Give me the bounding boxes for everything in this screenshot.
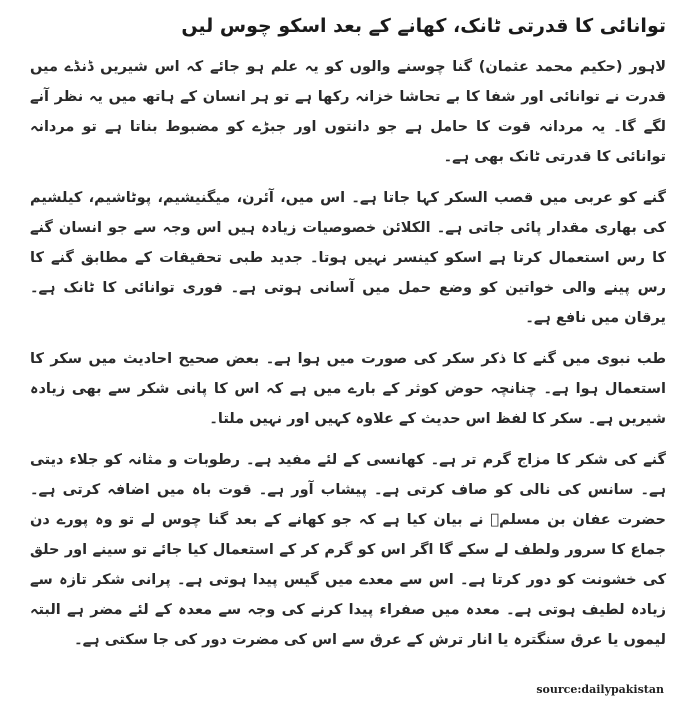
article-title: توانائی کا قدرتی ٹانک، کھانے کے بعد اسکو چوس لیں xyxy=(181,15,666,37)
article-paragraph-1: لاہور (حکیم محمد عثمان) گنا چوسنے والوں کو یہ علم ہو جائے کہ اس شیریں ڈنڈے میں قدرت نے توانائی اور شفا کا بے تحاشا خزانہ رکھا ہے تو ہر انسان کے ہاتھ میں یہ نظر آنے لگے گا۔ یہ مردانہ قوت کا حامل ہے جو دانتوں اور جبڑے کو مضبوط بناتا ہے تو مردانہ توانائی کا قدرتی ٹانک بھی ہے۔ xyxy=(30,59,666,165)
source-credit: source:dailypakistan xyxy=(536,683,664,696)
article-paragraph-2: گنے کو عربی میں قصب السکر کہا جاتا ہے۔ اس میں، آئرن، میگنیشیم، پوٹاشیم، کیلشیم کی بھاری مقدار پائی جاتی ہے۔ الکلائن خصوصیات زیادہ ہیں اس وجہ سے جو انسان گنے کا رس استعمال کرتا ہے اسکو کینسر نہیں ہوتا۔ جدید طبی تحقیقات کے مطابق گنے کا رس پینے والی خواتین کو وضع حمل میں آسانی ہوتی ہے۔ فوری توانائی کا ٹانک ہے۔ یرقان میں نافع ہے۔ xyxy=(30,190,666,326)
article-paragraph-3: طب نبوی میں گنے کا ذکر سکر کی صورت میں ہوا ہے۔ بعض صحیح احادیث میں سکر کا استعمال ہوا ہے۔ چنانچہ حوض کوثر کے بارے میں ہے کہ اس کا پانی شکر سے بھی زیادہ شیریں ہے۔ سکر کا لفظ اس حدیث کے علاوہ کہیں اور نہیں ملتا۔ xyxy=(30,351,666,427)
article-paragraph-4: گنے کی شکر کا مزاج گرم تر ہے۔ کھانسی کے لئے مفید ہے۔ رطوبات و مثانہ کو جلاء دیتی ہے۔ سانس کی نالی کو صاف کرتی ہے۔ پیشاب آور ہے۔ قوت باہ میں اضافہ کرتی ہے۔ حضرت عفان بن مسلمؓ نے بیان کیا ہے کہ جو کھانے کے بعد گنا چوس لے تو وہ پورے دن جماع کا سرور ولطف لے سکے گا اگر اس کو گرم کر کے استعمال کیا جائے تو سینے اور حلق کی خشونت کو دور کرتا ہے۔ اس سے معدے میں گیس پیدا ہوتی ہے۔ پرانی شکر تازہ سے زیادہ لطیف ہوتی ہے۔ معدہ میں صفراء پیدا کرنے کی وجہ سے معدہ کے لئے مضر ہے البتہ لیموں یا عرق سنگترہ یا انار ترش کے عرق سے اس کی مضرت دور کی جا سکتی ہے۔ xyxy=(30,452,666,648)
article xyxy=(30,10,666,666)
